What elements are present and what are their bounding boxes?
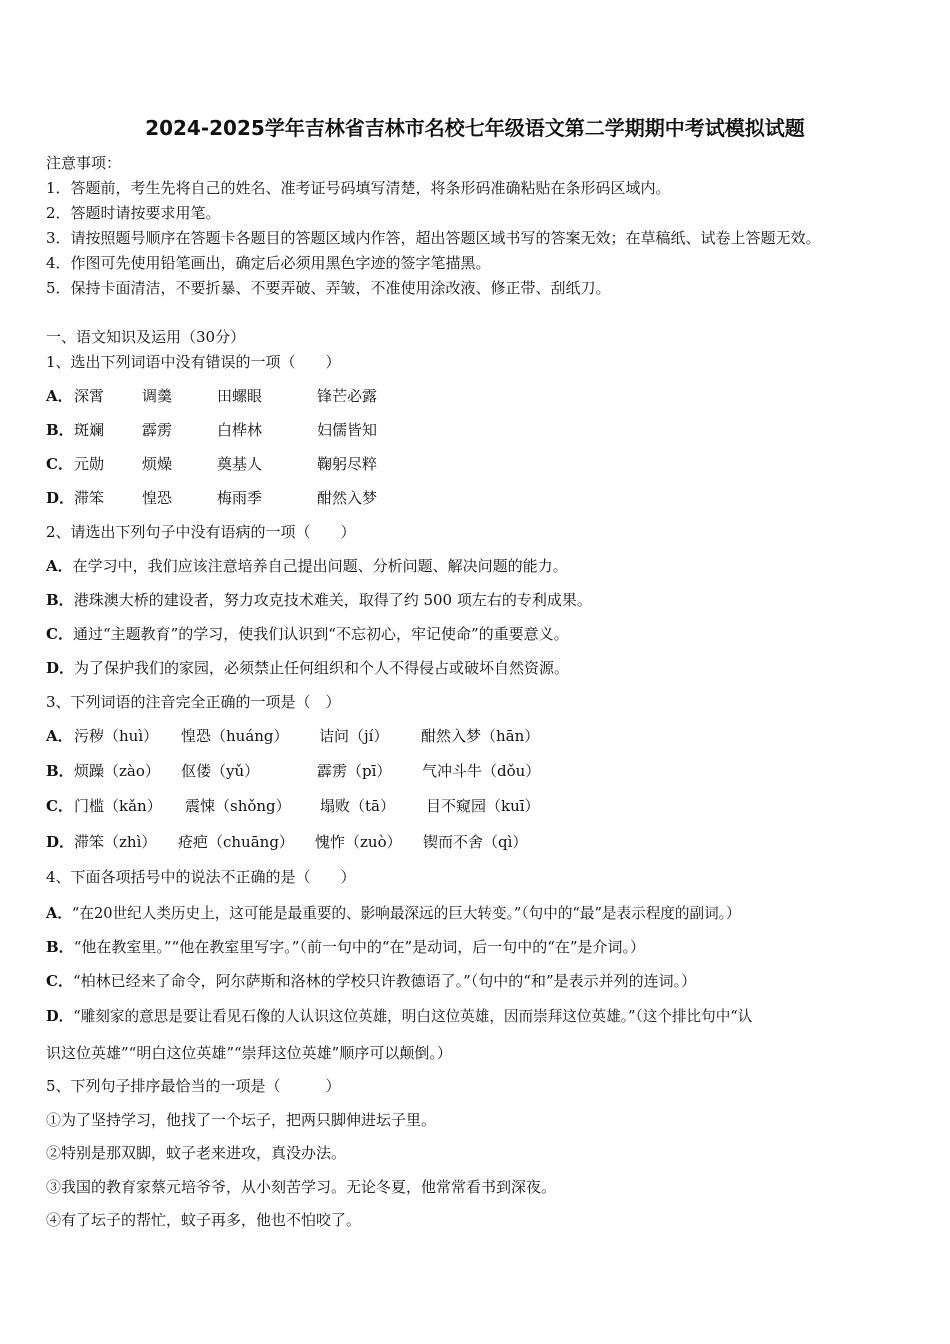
option-text: 港珠澳大桥的建设者，努力攻克技术难关，取得了约 500 项左右的专利成果。 [73, 591, 592, 609]
option-word: 震悚（shǒng） [185, 797, 291, 815]
notes-heading: 注意事项： [46, 154, 122, 172]
q1-option-c [46, 453, 446, 475]
option-word: 伛偻（yǔ） [181, 762, 260, 780]
option-text: “柏林已经来了命令，阿尔萨斯和洛林的学校只许教德语了。”（句中的“和”是表示并列的连词。） [72, 972, 697, 990]
option-label: D． [46, 833, 75, 851]
option-word: 滞笨（zhì） [74, 833, 157, 851]
option-label: B． [46, 591, 74, 609]
option-word: 疮疤（chuāng） [178, 833, 294, 851]
page-title: 2024-2025学年吉林省吉林市名校七年级语文第二学期期中考试模拟试题 [145, 116, 805, 140]
option-word: 斑斓 [74, 421, 105, 439]
option-label: A． [46, 557, 73, 575]
option-label: B． [46, 938, 74, 956]
option-word: 调羹 [142, 387, 173, 405]
option-label: C． [46, 625, 73, 643]
q2-option-a [46, 555, 568, 576]
question-2-stem: 2、请选出下列句子中没有语病的一项（ ） [46, 523, 356, 541]
option-word: 愧怍（zuò） [315, 833, 402, 851]
option-word: 白桦林 [217, 421, 263, 439]
option-word: 元勋 [74, 455, 105, 473]
q5-sentence: ②特别是那双脚，蚊子老来进攻，真没办法。 [46, 1144, 347, 1162]
option-text: “他在教室里。”“他在教室里写字。”（前一句中的“在”是动词，后一句中的“在”是介词。） [73, 938, 646, 956]
option-word: 惶恐 [142, 489, 173, 507]
option-word: 奠基人 [217, 455, 263, 473]
option-label: B． [46, 762, 74, 780]
q3-option-d [46, 831, 566, 853]
option-word: 塌败（tā） [320, 797, 395, 815]
option-word: 田螺眼 [217, 387, 263, 405]
option-text: 通过“主题教育”的学习，使我们认识到“不忘初心，牢记使命”的重要意义。 [72, 625, 569, 643]
notes-item: 5．保持卡面清洁，不要折暴、不要弄破、弄皱，不准使用涂改液、修正带、刮纸刀。 [46, 279, 611, 297]
option-word: 酣然入梦 [317, 489, 378, 507]
option-word: 鞠躬尽粹 [317, 455, 378, 473]
q4-option-d [46, 1005, 752, 1026]
option-label: A． [46, 905, 72, 922]
q4-option-c [46, 970, 696, 991]
option-text: “在20世纪人类历史上，这可能是最重要的、影响最深远的巨大转变。”（句中的“最”是表示程度的副词。） [71, 905, 741, 922]
question-5-stem: 5、下列句子排序最恰当的一项是（ ） [46, 1077, 341, 1095]
option-word: 烦躁（zào） [74, 762, 160, 780]
section-heading: 一、语文知识及运用（30分） [46, 328, 246, 346]
q4-option-b [46, 936, 645, 957]
option-label: D． [46, 1008, 74, 1025]
option-word: 妇儒皆知 [317, 421, 378, 439]
option-word: 锲而不舍（qì） [423, 833, 528, 851]
option-label: C． [46, 972, 73, 990]
q4-option-d-continued: 识这位英雄”“明白这位英雄”“崇拜这位英雄”顺序可以颠倒。） [46, 1044, 452, 1062]
option-label: A． [46, 727, 73, 745]
option-text: 在学习中，我们应该注意培养自己提出问题、分析问题、解决问题的能力。 [72, 557, 568, 575]
option-word: 滞笨 [74, 489, 105, 507]
option-text: 为了保护我们的家园，必须禁止任何组织和个人不得侵占或破坏自然资源。 [74, 659, 570, 677]
notes-item: 4．作图可先使用铅笔画出，确定后必须用黑色字迹的签字笔描黑。 [46, 254, 491, 272]
option-word: 锋芒必露 [317, 387, 378, 405]
option-word: 烦燥 [142, 455, 173, 473]
option-word: 气冲斗牛（dǒu） [422, 762, 541, 780]
option-word: 梅雨季 [217, 489, 263, 507]
option-label: A． [46, 387, 73, 405]
option-label: C． [46, 455, 73, 473]
q1-option-b [46, 419, 446, 441]
q1-option-d [46, 487, 446, 509]
notes-item: 3．请按照题号顺序在答题卡各题目的答题区域内作答，超出答题区域书写的答案无效；在草稿纸、试卷上答题无效。 [46, 229, 821, 247]
option-label: D． [46, 489, 75, 507]
q3-option-c [46, 795, 566, 817]
option-text: “雕刻家的意思是要让看见石像的人认识这位英雄，明白这位英雄，因而崇拜这位英雄。”（这个排比句中“认 [73, 1008, 753, 1025]
q2-option-d [46, 657, 569, 678]
q5-sentence: ④有了坛子的帮忙，蚊子再多，他也不怕咬了。 [46, 1211, 362, 1229]
question-3-stem: 3、下列词语的注音完全正确的一项是（ ） [46, 693, 341, 711]
q2-option-b [46, 589, 592, 610]
notes-item: 2．答题时请按要求用笔。 [46, 204, 221, 222]
option-word: 目不窥园（kuī） [426, 797, 540, 815]
q2-option-c [46, 623, 569, 644]
q4-option-a [46, 902, 741, 923]
option-word: 霹雳（pī） [317, 762, 392, 780]
option-word: 霹雳 [142, 421, 173, 439]
option-word: 惶恐（huáng） [181, 727, 289, 745]
q5-sentence: ③我国的教育家蔡元培爷爷，从小刻苦学习。无论冬夏，他常常看书到深夜。 [46, 1178, 557, 1196]
q3-option-b [46, 760, 566, 782]
question-1-stem: 1、选出下列词语中没有错误的一项（ ） [46, 353, 341, 371]
option-word: 酣然入梦（hān） [421, 727, 540, 745]
option-word: 污秽（huì） [74, 727, 159, 745]
option-label: B． [46, 421, 74, 439]
q5-sentence: ①为了坚持学习，他找了一个坛子，把两只脚伸进坛子里。 [46, 1111, 437, 1129]
question-4-stem: 4、下面各项括号中的说法不正确的是（ ） [46, 868, 356, 886]
q1-option-a [46, 385, 446, 407]
q3-option-a [46, 725, 566, 747]
option-word: 诘问（jí） [319, 727, 389, 745]
notes-item: 1．答题前，考生先将自己的姓名、准考证号码填写清楚，将条形码准确粘贴在条形码区域内。 [46, 179, 671, 197]
option-word: 深霄 [74, 387, 105, 405]
option-label: D． [46, 659, 75, 677]
option-word: 门槛（kǎn） [74, 797, 162, 815]
option-label: C． [46, 797, 73, 815]
